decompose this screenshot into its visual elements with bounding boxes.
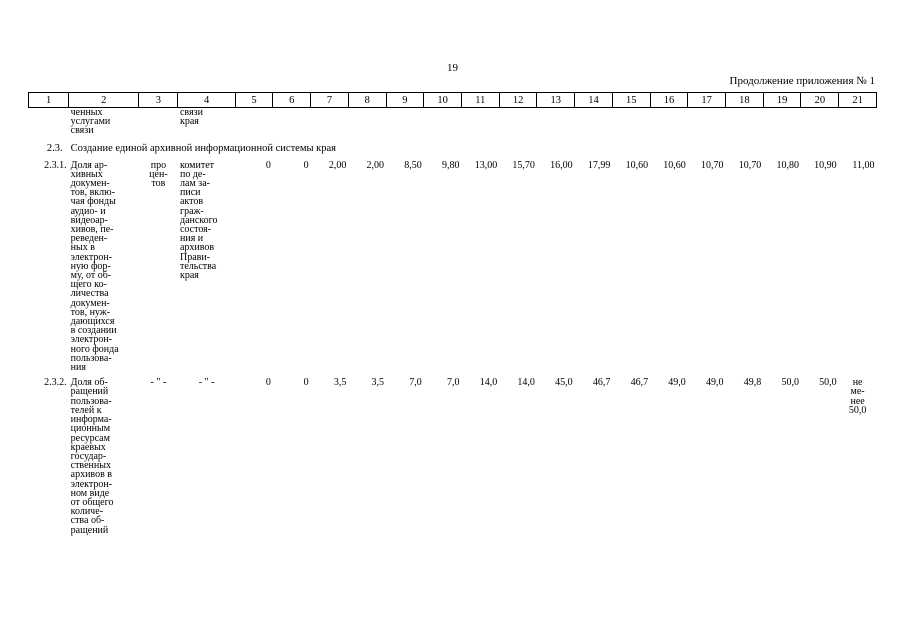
text-line: по де- — [179, 168, 206, 180]
value-cell: 10,70 — [701, 159, 724, 171]
value-cell: 3,5 — [333, 377, 347, 389]
text-line: лам за- — [179, 178, 210, 190]
value-cell: 45,0 — [555, 377, 573, 389]
header-cell-10: 10 — [424, 93, 462, 108]
text-line: архивов — [179, 242, 215, 254]
value-cell: 49,8 — [743, 377, 762, 389]
value-cell: 14,0 — [479, 377, 498, 389]
header-cell-17: 17 — [688, 93, 726, 108]
text-line: ную фор- — [70, 260, 111, 272]
row-number: 2.3.1. — [44, 159, 67, 171]
header-cell-11: 11 — [461, 93, 499, 108]
text-line: пользова- — [70, 395, 112, 407]
value-cell: 10,90 — [814, 159, 837, 171]
header-cell-21: 21 — [839, 93, 877, 108]
header-cell-8: 8 — [348, 93, 386, 108]
value-cell: 50,0 — [819, 377, 837, 389]
text-line: не — [852, 377, 863, 389]
indicator-name — [69, 161, 139, 373]
cont-cell-1 — [29, 108, 69, 136]
header-cell-2: 2 — [69, 93, 139, 108]
text-line: связи — [70, 125, 94, 137]
text-line: 50,0 — [848, 404, 867, 416]
header-cell-19: 19 — [763, 93, 801, 108]
header-cell-15: 15 — [612, 93, 650, 108]
header-cell-20: 20 — [801, 93, 839, 108]
text-line: ращений — [70, 524, 109, 536]
indicator-name — [69, 372, 139, 534]
text-line: про — [150, 159, 167, 171]
value-cell: 11,00 — [852, 159, 875, 171]
text-line: электрон- — [70, 478, 113, 490]
text-line: ства об- — [70, 515, 105, 527]
header-cell-9: 9 — [386, 93, 424, 108]
header-cell-14: 14 — [575, 93, 613, 108]
header-cell-6: 6 — [273, 93, 311, 108]
text-line: телей к — [70, 404, 102, 416]
value-cell: 0 — [265, 159, 271, 171]
text-line: реведен- — [70, 233, 108, 245]
value-cell: 0 — [265, 377, 271, 389]
value-cell: 7,0 — [446, 377, 460, 389]
page-number: 19 — [447, 62, 458, 74]
text-line: количе- — [70, 506, 103, 518]
text-line: пользова- — [70, 352, 112, 364]
header-cell-18: 18 — [726, 93, 764, 108]
value-cell: 2,00 — [328, 159, 347, 171]
value-cell: 7,0 — [409, 377, 422, 389]
text-line: писи — [179, 187, 201, 199]
text-line: граж- — [179, 205, 204, 217]
text-line: в создании — [70, 325, 117, 337]
text-line: от общего — [70, 496, 114, 508]
value-cell: 46,7 — [630, 377, 649, 389]
cont-exec-cell — [178, 108, 235, 136]
text-line: края — [179, 270, 199, 282]
text-line: дающихся — [70, 316, 115, 328]
executor-cell: - " - — [198, 377, 215, 389]
text-line: государ- — [70, 450, 107, 462]
value-cell: 49,0 — [706, 377, 724, 389]
text-line: комитет — [179, 159, 215, 171]
text-line: видеоар- — [70, 214, 108, 226]
text-line: ченных — [70, 107, 103, 118]
value-cell: 13,00 — [474, 159, 498, 171]
cont-name-cell — [69, 108, 139, 136]
value-cell: 0 — [303, 377, 309, 389]
indicators-table — [28, 92, 877, 535]
value-cell: 8,50 — [404, 159, 422, 171]
table-row — [29, 372, 877, 534]
text-line: Доля об- — [70, 377, 108, 389]
value-cell: 50,0 — [781, 377, 799, 389]
text-line: состоя- — [179, 224, 212, 236]
value-cell: 10,60 — [663, 159, 686, 171]
unit-cell — [139, 161, 178, 373]
text-line: электрон- — [70, 251, 113, 263]
text-line: хивных — [70, 168, 103, 180]
value-cell: 16,00 — [550, 159, 573, 171]
section-title: Создание единой архивной информационной системы края — [70, 142, 337, 154]
value-cell: 2,00 — [366, 159, 385, 171]
unit-cell: - " - — [150, 377, 167, 389]
text-line: хивов, пе- — [70, 224, 114, 236]
section-number: 2.3. — [46, 142, 63, 154]
text-line: ного фонда — [70, 343, 119, 355]
header-cell-7: 7 — [311, 93, 349, 108]
header-cell-13: 13 — [537, 93, 575, 108]
continuation-label: Продолжение приложения № 1 — [729, 75, 875, 87]
header-cell-3: 3 — [139, 93, 178, 108]
text-line: электрон- — [70, 334, 113, 346]
cont-cell-3 — [139, 108, 178, 136]
text-line: ме- — [850, 386, 865, 398]
table-row — [29, 161, 877, 373]
text-line: чая фонды — [70, 196, 116, 208]
value-cell: 17,99 — [587, 159, 611, 171]
value-cell: 15,70 — [512, 159, 535, 171]
cont-empty-cells — [235, 108, 876, 136]
value-cell: 9,80 — [441, 159, 460, 171]
text-line: данского — [179, 214, 218, 226]
header-cell-5: 5 — [235, 93, 273, 108]
text-line: тельства — [179, 260, 217, 272]
text-line: щего ко- — [70, 279, 107, 291]
executor-cell — [178, 161, 235, 373]
value-cell: 10,80 — [776, 159, 799, 171]
text-line: ственных — [70, 460, 111, 472]
text-line: личества — [70, 288, 109, 300]
value-cell: 3,5 — [371, 377, 385, 389]
text-line: аудио- и — [70, 205, 106, 217]
section-row — [29, 136, 877, 161]
continuation-row — [29, 108, 877, 136]
row-number: 2.3.2. — [44, 377, 67, 389]
text-line: ном виде — [70, 487, 110, 499]
text-line: краевых — [70, 441, 106, 453]
value-cell: 0 — [303, 159, 309, 171]
text-line: архивов в — [70, 469, 113, 481]
value-cell: 46,7 — [592, 377, 611, 389]
text-line: информа- — [70, 414, 112, 426]
text-line: Доля ар- — [70, 159, 108, 171]
text-line: тов — [151, 178, 166, 190]
value-cell — [839, 372, 877, 534]
value-cell: 49,0 — [668, 377, 686, 389]
header-cell-16: 16 — [650, 93, 688, 108]
text-line: ращений — [70, 386, 109, 398]
text-line: актов — [179, 196, 204, 208]
text-line: му, от об- — [70, 270, 112, 282]
text-line: тов, нуж- — [70, 306, 111, 318]
text-line: Прави- — [179, 251, 211, 263]
text-line: услугами — [70, 116, 111, 128]
text-line: цен- — [149, 168, 168, 180]
text-line: ресурсам — [70, 432, 110, 444]
header-cell-12: 12 — [499, 93, 537, 108]
text-line: ния — [70, 362, 86, 374]
text-line: края — [179, 116, 199, 128]
text-line: докумен- — [70, 297, 110, 309]
header-row — [29, 93, 877, 108]
text-line: ных в — [70, 242, 95, 254]
text-line: докумен- — [70, 178, 110, 190]
value-cell: 10,60 — [625, 159, 649, 171]
text-line: ния и — [179, 233, 204, 245]
header-cell-4: 4 — [178, 93, 235, 108]
text-line: нее — [850, 395, 865, 407]
text-line: ционным — [70, 423, 111, 435]
text-line: тов, вклю- — [70, 187, 115, 199]
header-cell-1: 1 — [29, 93, 69, 108]
text-line: связи — [179, 107, 203, 118]
value-cell: 14,0 — [517, 377, 535, 389]
value-cell: 10,70 — [738, 159, 762, 171]
